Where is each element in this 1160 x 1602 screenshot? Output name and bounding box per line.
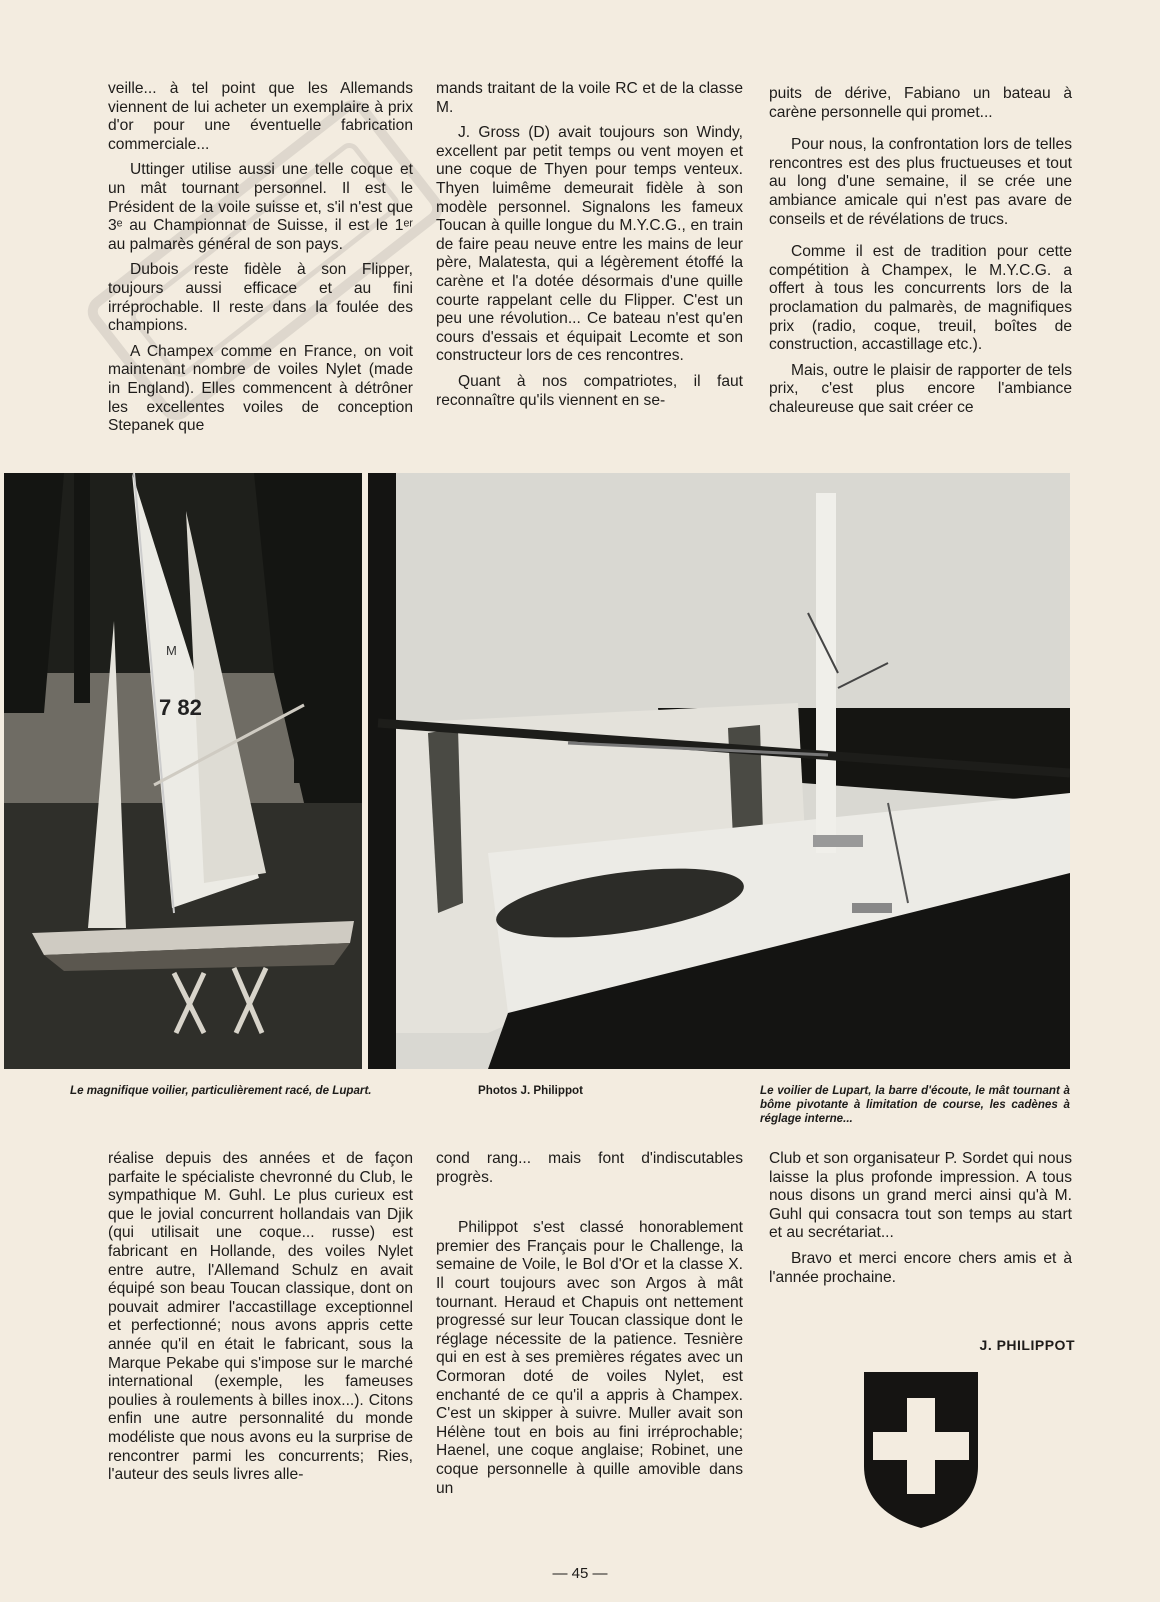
page-number: — 45 — (552, 1565, 608, 1582)
paragraph: puits de dérive, Fabiano un bateau à carène personnelle qui promet... (769, 85, 1072, 121)
sail-letter-m: M (166, 643, 177, 658)
paragraph: cond rang... mais font d'indiscutables progrès. (436, 1150, 743, 1186)
paragraph: J. Gross (D) avait toujours son Windy, excellent par petit temps ou vent moyen et une coque de Thyen pour temps venteux. Thyen luimême demeurait fidèle à son modèle personnel. Signalons les fameux Toucan à quille longue du M.Y.C.G., en train de faire peau neuve entre les mains de leur père, Malatesta, qui a légèrement étoffé la carène et l'a dotée désormais d'une quille courte rappelant celle du Flipper. C'est un peu une révolution... Ce bateau n'est qu'en cours d'essais et équipait Lecomte et son constructeur lors de ces rencontres. (436, 124, 743, 365)
article-column-1-top (108, 80, 413, 436)
caption-left-photo: Le magnifique voilier, particulièrement racé, de Lupart. (70, 1084, 372, 1097)
caption-right-photo: Le voilier de Lupart, la barre d'écoute, le mât tournant à bôme pivotante à limitation de course, les cadènes à réglage interne... (760, 1084, 1070, 1125)
author-signature: J. PHILIPPOT (979, 1337, 1075, 1353)
paragraph: Comme il est de tradition pour cette compétition à Champex, le M.Y.C.G. a offert à tous les concurrents lors de la proclamation du palmarès, de magnifiques prix (radio, coque, treuil, boîtes de construction, accastillage etc.). (769, 243, 1072, 354)
swiss-cross-shield-icon (862, 1370, 980, 1530)
article-column-1-bottom (108, 1150, 413, 1485)
article-column-2-top (436, 80, 743, 410)
paragraph: Uttinger utilise aussi une telle coque et un mât tournant personnel. Il est le Président de la voile suisse et, s'il n'est que 3ᵉ au Championnat de Suisse, il est le 1ᵉʳ au palmarès général de son pays. (108, 161, 413, 253)
sailboat-photo-illustration (4, 473, 362, 1069)
photo-deck-detail (368, 473, 1070, 1069)
article-column-2-bottom (436, 1150, 743, 1498)
paragraph: veille... à tel point que les Allemands viennent de lui acheter un exemplaire à prix d'or pour une éventuelle fabrication commerciale... (108, 80, 413, 153)
paragraph: Pour nous, la confrontation lors de telles rencontres est des plus fructueuses et tout au long d'une semaine, il se crée une ambiance amicale qui n'est pas avare de conseils et de révélations de trucs. (769, 136, 1072, 228)
deck-detail-illustration (368, 473, 1070, 1069)
paragraph: Dubois reste fidèle à son Flipper, toujours aussi efficace et au fini irréprochable. Il reste dans la foulée des champions. (108, 261, 413, 335)
paragraph: Bravo et merci encore chers amis et à l'année prochaine. (769, 1249, 1072, 1286)
paragraph: Mais, outre le plaisir de rapporter de tels prix, c'est plus encore l'ambiance chaleureuse que sait créer ce (769, 361, 1072, 416)
paragraph: Philippot s'est classé honorablement premier des Français pour le Challenge, la semaine de Voile, le Bol d'Or et la classe X. Il court toujours avec son Argos à mât tournant. Heraud et Chapuis ont nettement progressé sur leur Toucan classique dont le réglage nécessite de la patience. Tesnière qui en est à ses premières régates avec un Cormoran doté de voiles Nylet, est enchanté de ce qu'il a appris à Champex. C'est un skipper à suivre. Muller avait son Hélène tout en bois au fini irréprochable; Haenel, une coque anglaise; Robinet, une coque personnelle à quille amovible dans un (436, 1219, 743, 1497)
paragraph: réalise depuis des années et de façon parfaite le spécialiste chevronné du Club, le sympathique M. Guhl. Le plus curieux est que le jovial concurrent hollandais van Djik (qui utilisait une coque... russe) est fabricant en Hollande, des voiles Nylet entre autre, l'Allemand Schulz en avait équipé son beau Toucan classique, dont on pouvait admirer l'accastillage exceptionnel et perfectionné; nous avons appris cette année qu'il en était le fabricant, sous la Marque Pekabe qui s'impose sur le marché international (exemple, les fameuses poulies à roulements à billes inox...). Citons enfin une autre personnalité du monde modéliste que nous avons eu la surprise de rencontrer parmi les concurrents; Ries, l'auteur des seuls livres alle- (108, 1150, 413, 1484)
caption-photo-credit: Photos J. Philippot (478, 1084, 583, 1097)
paragraph: mands traitant de la voile RC et de la classe M. (436, 80, 743, 116)
photo-sailboat-full (4, 473, 362, 1069)
article-column-3-top (769, 85, 1072, 418)
paragraph: Quant à nos compatriotes, il faut reconnaître qu'ils viennent en se- (436, 372, 743, 409)
article-column-3-bottom (769, 1150, 1072, 1287)
paragraph: Club et son organisateur P. Sordet qui nous laisse la plus profonde impression. A tous nous disons un grand merci ainsi qu'à M. Guhl qui consacra tout son temps au start et au secrétariat... (769, 1150, 1072, 1242)
paragraph: A Champex comme en France, on voit maintenant nombre de voiles Nylet (made in England). Elles commencent à détrôner les excellentes voiles de conception Stepanek que (108, 342, 413, 435)
sail-number: 7 82 (159, 695, 202, 720)
